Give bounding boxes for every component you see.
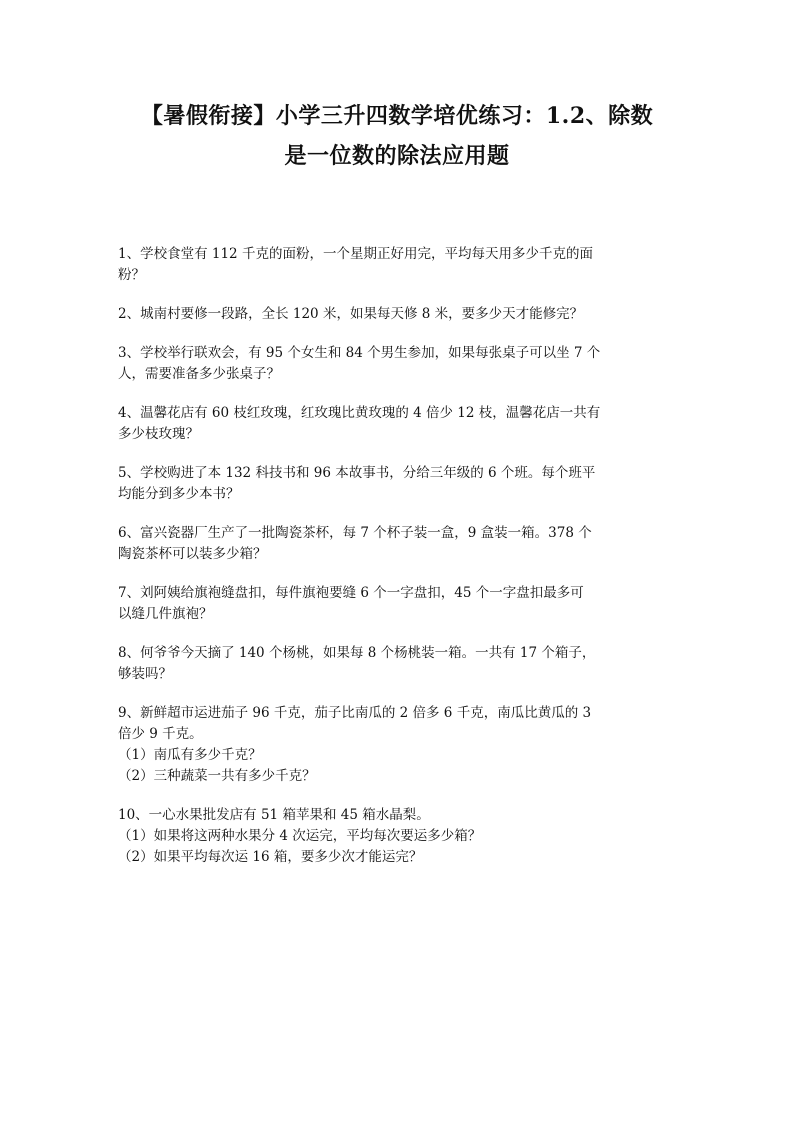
question-item (118, 703, 678, 787)
question-line: 均能分到多少本书？ (118, 486, 240, 502)
question-line: 10、一心水果批发店有 51 箱苹果和 45 箱水晶梨。 (118, 807, 430, 823)
question-line: 粉？ (118, 267, 145, 283)
question-line: 9、新鲜超市运进茄子 96 千克，茄子比南瓜的 2 倍多 6 千克，南瓜比黄瓜的 3 (118, 705, 592, 721)
question-line: （1）南瓜有多少千克？ (118, 747, 262, 763)
question-item (118, 805, 678, 868)
question-line: 1、学校食堂有 112 千克的面粉，一个星期正好用完，平均每天用多少千克的面 (118, 246, 593, 262)
question-item (118, 343, 678, 385)
question-item (118, 583, 678, 625)
question-line: （2）三种蔬菜一共有多少千克？ (118, 768, 316, 784)
question-line: 7、刘阿姨给旗袍缝盘扣，每件旗袍要缝 6 个一字盘扣，45 个一字盘扣最多可 (118, 585, 584, 601)
document-title (90, 96, 704, 176)
question-line: 陶瓷茶杯可以装多少箱？ (118, 546, 267, 562)
question-line: 3、学校举行联欢会，有 95 个女生和 84 个男生参加，如果每张桌子可以坐 7 个 (118, 345, 601, 361)
question-line: 人，需要准备多少张桌子？ (118, 366, 280, 382)
question-item (118, 244, 678, 286)
question-item (118, 304, 678, 325)
question-line: （2）如果平均每次运 16 箱，要多少次才能运完？ (118, 849, 423, 865)
question-item (118, 463, 678, 505)
title-line-2: 是一位数的除法应用题 (284, 143, 510, 169)
question-line: 够装吗？ (118, 666, 172, 682)
question-line: 以缝几件旗袍？ (118, 606, 213, 622)
question-line: 4、温馨花店有 60 枝红玫瑰，红玫瑰比黄玫瑰的 4 倍少 12 枝，温馨花店一共有 (118, 405, 601, 421)
question-list (118, 244, 678, 886)
question-item (118, 523, 678, 565)
question-line: 多少枝玫瑰？ (118, 426, 199, 442)
question-line: （1）如果将这两种水果分 4 次运完，平均每次要运多少箱？ (118, 828, 482, 844)
question-item (118, 643, 678, 685)
question-line: 6、富兴瓷器厂生产了一批陶瓷茶杯，每 7 个杯子装一盒，9 盒装一箱。378 个 (118, 525, 592, 541)
question-line: 倍少 9 千克。 (118, 726, 203, 742)
question-line: 2、城南村要修一段路，全长 120 米，如果每天修 8 米，要多少天才能修完？ (118, 306, 584, 322)
question-line: 5、学校购进了本 132 科技书和 96 本故事书，分给三年级的 6 个班。每个班平 (118, 465, 596, 481)
title-line-1: 【暑假衔接】小学三升四数学培优练习：1.2、除数 (140, 103, 654, 129)
question-line: 8、何爷爷今天摘了 140 个杨桃，如果每 8 个杨桃装一箱。一共有 17 个箱子， (118, 645, 596, 661)
question-item (118, 403, 678, 445)
